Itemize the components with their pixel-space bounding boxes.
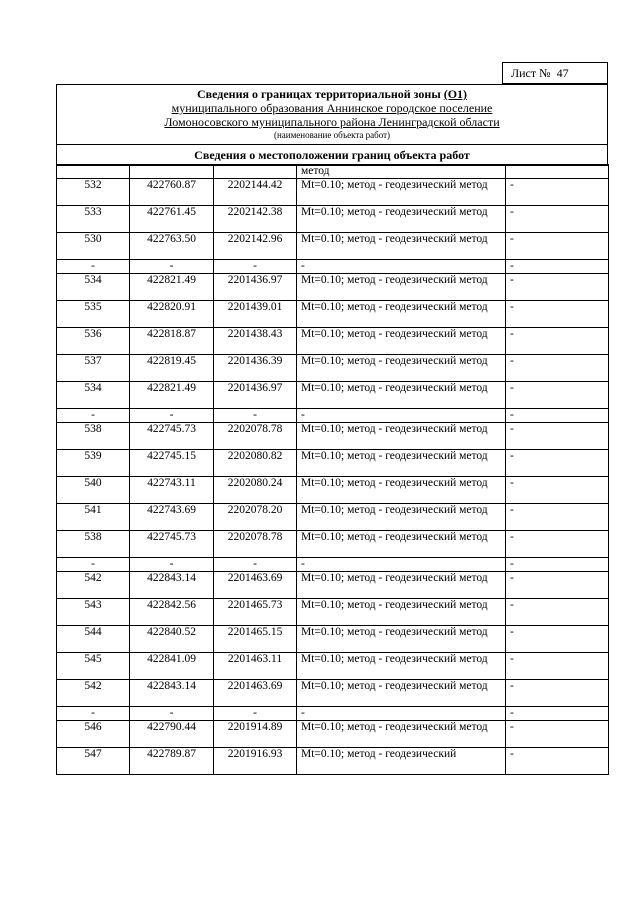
municipality-line: муниципального образования Аннинское городское поселение [171, 101, 493, 115]
point-number-cell: 534 [57, 274, 130, 301]
point-number-cell: 536 [57, 328, 130, 355]
x-coordinate-cell: - [130, 558, 214, 572]
method-cell: Mt=0.10; метод - геодезический метод [297, 572, 506, 599]
method-cell: Mt=0.10; метод - геодезический метод [297, 680, 506, 707]
point-number-cell: 533 [57, 206, 130, 233]
y-coordinate-cell: 2202080.82 [214, 450, 297, 477]
description-cell: - [506, 626, 609, 653]
y-coordinate-cell: 2202142.96 [214, 233, 297, 260]
method-cell: Mt=0.10; метод - геодезический метод [297, 301, 506, 328]
y-coordinate-cell: 2201463.69 [214, 572, 297, 599]
y-coordinate-cell: 2201463.11 [214, 653, 297, 680]
point-number-cell: - [57, 707, 130, 721]
table-row [57, 531, 609, 558]
table-row [57, 653, 609, 680]
table-row [57, 274, 609, 301]
x-coordinate-cell: 422745.73 [130, 531, 214, 558]
point-number-cell: 538 [57, 423, 130, 450]
y-coordinate-cell: - [214, 707, 297, 721]
point-number-cell: 543 [57, 599, 130, 626]
description-cell: - [506, 423, 609, 450]
y-coordinate-cell: 2201914.89 [214, 721, 297, 748]
y-coordinate-cell: 2201438.43 [214, 328, 297, 355]
x-coordinate-cell: - [130, 260, 214, 274]
method-cell: Mt=0.10; метод - геодезический метод [297, 450, 506, 477]
object-name-note: (наименование объекта работ) [273, 130, 391, 140]
table-row [57, 328, 609, 355]
method-cell: Mt=0.10; метод - геодезический метод [297, 355, 506, 382]
table-row [57, 477, 609, 504]
description-cell: - [506, 504, 609, 531]
description-cell: - [506, 450, 609, 477]
description-cell: - [506, 206, 609, 233]
title-prefix: Сведения о границах территориальной зоны [196, 87, 444, 101]
x-coordinate-cell: 422790.44 [130, 721, 214, 748]
x-coordinate-cell: - [130, 707, 214, 721]
table-row [57, 721, 609, 748]
table-row [57, 626, 609, 653]
description-cell: - [506, 707, 609, 721]
point-number-cell: 539 [57, 450, 130, 477]
point-number-cell: 546 [57, 721, 130, 748]
method-cell: Mt=0.10; метод - геодезический метод [297, 531, 506, 558]
y-coordinate-cell: - [214, 409, 297, 423]
table-row-continuation [57, 165, 609, 179]
description-cell: - [506, 301, 609, 328]
point-number-cell: 537 [57, 355, 130, 382]
description-cell: - [506, 355, 609, 382]
table-row [57, 423, 609, 450]
table-row [57, 558, 609, 572]
point-number-cell: 538 [57, 531, 130, 558]
point-number-cell: 540 [57, 477, 130, 504]
point-number-cell: 541 [57, 504, 130, 531]
description-cell: - [506, 572, 609, 599]
description-cell: - [506, 599, 609, 626]
method-cell: Mt=0.10; метод - геодезический метод [297, 477, 506, 504]
y-coordinate-cell: 2201465.73 [214, 599, 297, 626]
method-cell: Mt=0.10; метод - геодезический метод [297, 382, 506, 409]
table-row [57, 301, 609, 328]
header-block [57, 85, 607, 145]
point-number-cell: 535 [57, 301, 130, 328]
page-title [57, 87, 607, 101]
description-cell: - [506, 409, 609, 423]
table-row [57, 260, 609, 274]
point-number-cell: 542 [57, 680, 130, 707]
x-coordinate-cell: - [130, 409, 214, 423]
method-cell: Mt=0.10; метод - геодезический метод [297, 328, 506, 355]
x-coordinate-cell: 422818.87 [130, 328, 214, 355]
method-cell: - [297, 260, 506, 274]
y-coordinate-cell: 2202078.78 [214, 423, 297, 450]
method-cell: Mt=0.10; метод - геодезический метод [297, 599, 506, 626]
sheet-number-box [502, 62, 608, 84]
table-row [57, 409, 609, 423]
method-cell: Mt=0.10; метод - геодезический [297, 748, 506, 775]
description-cell: - [506, 274, 609, 301]
x-coordinate-cell: 422843.14 [130, 680, 214, 707]
point-number-cell: 544 [57, 626, 130, 653]
table-row [57, 206, 609, 233]
method-cell: метод [297, 165, 506, 179]
table-row [57, 450, 609, 477]
y-coordinate-cell: 2201436.97 [214, 382, 297, 409]
y-coordinate-cell: - [214, 558, 297, 572]
x-coordinate-cell: 422820.91 [130, 301, 214, 328]
table-row [57, 707, 609, 721]
y-coordinate-cell: 2201463.69 [214, 680, 297, 707]
x-coordinate-cell: 422821.49 [130, 274, 214, 301]
table-row [57, 179, 609, 206]
table-row [57, 680, 609, 707]
section-subtitle: Сведения о местоположении границ объекта работ [57, 145, 607, 166]
x-coordinate-cell: 422761.45 [130, 206, 214, 233]
table-body [57, 165, 609, 775]
point-number-cell: - [57, 409, 130, 423]
method-cell: Mt=0.10; метод - геодезический метод [297, 653, 506, 680]
y-coordinate-cell: - [214, 260, 297, 274]
x-coordinate-cell: 422743.11 [130, 477, 214, 504]
method-cell: Mt=0.10; метод - геодезический метод [297, 626, 506, 653]
sheet-label: Лист № [511, 66, 551, 80]
description-cell: - [506, 328, 609, 355]
description-cell: - [506, 260, 609, 274]
y-coordinate-cell: 2202144.42 [214, 179, 297, 206]
x-coordinate-cell: 422841.09 [130, 653, 214, 680]
y-coordinate-cell: 2201916.93 [214, 748, 297, 775]
description-cell: - [506, 721, 609, 748]
method-cell: Mt=0.10; метод - геодезический метод [297, 423, 506, 450]
method-cell: - [297, 409, 506, 423]
y-coordinate-cell: 2202080.24 [214, 477, 297, 504]
table-row [57, 748, 609, 775]
method-cell: Mt=0.10; метод - геодезический метод [297, 233, 506, 260]
y-coordinate-cell: 2202142.38 [214, 206, 297, 233]
x-coordinate-cell: 422763.50 [130, 233, 214, 260]
x-coordinate-cell: 422789.87 [130, 748, 214, 775]
point-number-cell: 534 [57, 382, 130, 409]
x-coordinate-cell: 422745.15 [130, 450, 214, 477]
method-cell: Mt=0.10; метод - геодезический метод [297, 206, 506, 233]
method-cell: - [297, 707, 506, 721]
y-coordinate-cell: 2201436.97 [214, 274, 297, 301]
table-row [57, 233, 609, 260]
x-coordinate-cell: 422843.14 [130, 572, 214, 599]
method-cell: Mt=0.10; метод - геодезический метод [297, 179, 506, 206]
point-number-cell: 547 [57, 748, 130, 775]
x-coordinate-cell: 422842.56 [130, 599, 214, 626]
description-cell: - [506, 748, 609, 775]
x-coordinate-cell: 422760.87 [130, 179, 214, 206]
district-line: Ломоносовского муниципального района Ленинградской области [164, 115, 500, 129]
point-number-cell: 542 [57, 572, 130, 599]
table-row [57, 572, 609, 599]
description-cell: - [506, 382, 609, 409]
x-coordinate-cell: 422743.69 [130, 504, 214, 531]
sheet-number: 47 [556, 66, 569, 80]
description-cell: - [506, 558, 609, 572]
method-cell: Mt=0.10; метод - геодезический метод [297, 721, 506, 748]
point-number-cell: - [57, 558, 130, 572]
document-header [56, 84, 608, 166]
method-cell: - [297, 558, 506, 572]
point-number-cell: 545 [57, 653, 130, 680]
description-cell: - [506, 531, 609, 558]
table-row [57, 382, 609, 409]
x-coordinate-cell: 422821.49 [130, 382, 214, 409]
method-cell: Mt=0.10; метод - геодезический метод [297, 504, 506, 531]
x-coordinate-cell: 422745.73 [130, 423, 214, 450]
table-row [57, 355, 609, 382]
description-cell: - [506, 680, 609, 707]
x-coordinate-cell: 422840.52 [130, 626, 214, 653]
table-row [57, 599, 609, 626]
y-coordinate-cell: 2201439.01 [214, 301, 297, 328]
y-coordinate-cell: 2202078.78 [214, 531, 297, 558]
table-row [57, 504, 609, 531]
method-cell: Mt=0.10; метод - геодезический метод [297, 274, 506, 301]
y-coordinate-cell: 2201465.15 [214, 626, 297, 653]
description-cell: - [506, 653, 609, 680]
description-cell: - [506, 179, 609, 206]
point-number-cell: - [57, 260, 130, 274]
point-number-cell: 530 [57, 233, 130, 260]
y-coordinate-cell: 2201436.39 [214, 355, 297, 382]
description-cell: - [506, 477, 609, 504]
point-number-cell: 532 [57, 179, 130, 206]
description-cell: - [506, 233, 609, 260]
zone-code: (О1) [443, 87, 468, 101]
y-coordinate-cell: 2202078.20 [214, 504, 297, 531]
boundary-points-table [56, 164, 609, 775]
x-coordinate-cell: 422819.45 [130, 355, 214, 382]
